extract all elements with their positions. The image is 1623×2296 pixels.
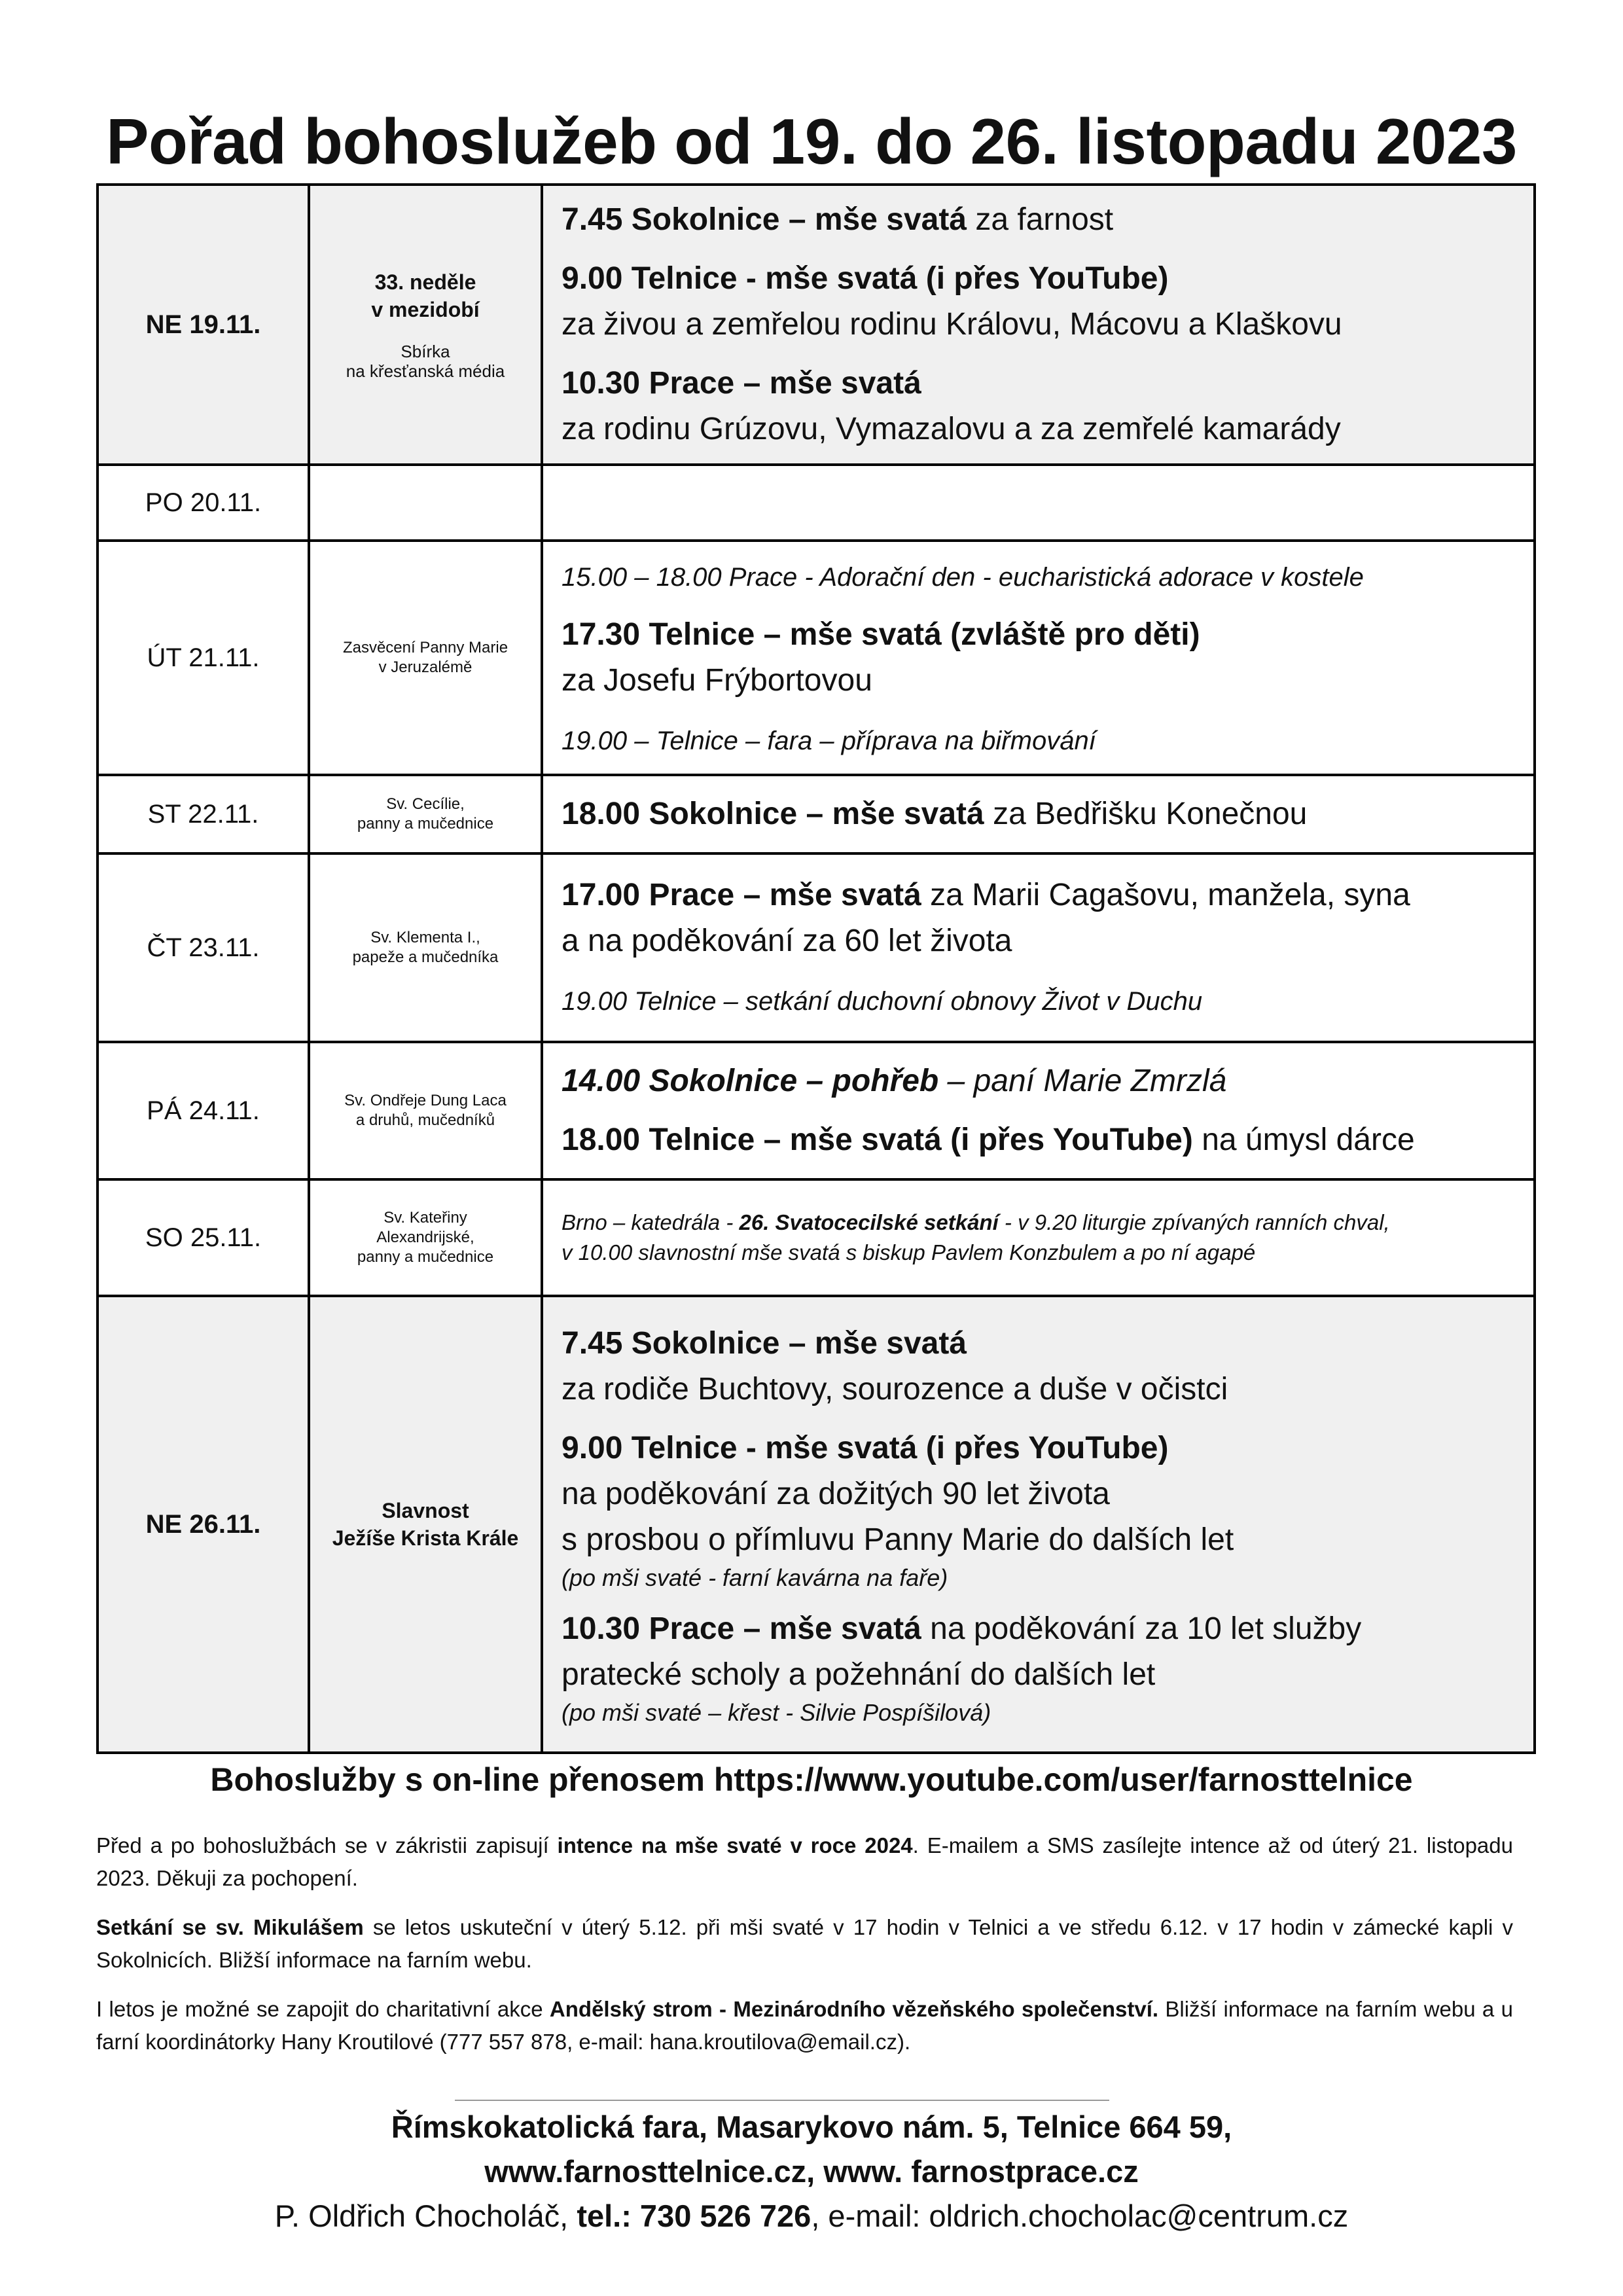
footer-priest-name: P. Oldřich Chocholáč, <box>274 2198 577 2233</box>
feast-title: Slavnost <box>382 1499 469 1522</box>
feast-name: Sv. Ondřeje Dung Laca <box>344 1092 507 1109</box>
event-title: 17.30 Telnice – mše svatá (zvláště pro děti) <box>562 617 1200 652</box>
event-note: 19.00 Telnice – setkání duchovní obnovy Život v Duchu <box>562 987 1203 1016</box>
event-title: 18.00 Sokolnice – mše svatá <box>562 797 984 831</box>
event-intention: na úmysl dárce <box>1192 1122 1415 1157</box>
charity-paragraph <box>96 1993 1513 2058</box>
events-cell <box>542 185 1535 465</box>
events-cell <box>542 465 1535 541</box>
events-cell <box>542 1296 1535 1753</box>
event-title: 9.00 Telnice - mše svatá (i přes YouTube) <box>562 261 1169 296</box>
event-intention: za živou a zemřelou rodinu Královu, Mácovu a Klaškovu <box>562 307 1342 342</box>
text-part-bold: Setkání se sv. Mikulášem <box>96 1915 364 1939</box>
feast-name: Alexandrijské, <box>376 1229 474 1246</box>
mikulas-paragraph <box>96 1911 1513 1977</box>
day-cell: NE 19.11. <box>98 185 309 465</box>
feast-name: Sv. Klementa I., <box>370 929 480 946</box>
feast-cell <box>309 541 542 775</box>
schedule-table <box>96 183 1536 1754</box>
feast-note: na křesťanská média <box>346 361 505 381</box>
feast-cell <box>309 1296 542 1753</box>
feast-name: Zasvěcení Panny Marie <box>342 639 508 656</box>
text-part: Před a po bohoslužbách se v zákristii zapisují <box>96 1833 558 1857</box>
text-part-bold: Andělský strom - Mezinárodního vězeňského společenství. <box>549 1997 1159 2021</box>
event-note: 15.00 – 18.00 Prace - Adorační den - eucharistická adorace v kostele <box>562 563 1364 592</box>
day-cell: ČT 23.11. <box>98 853 309 1042</box>
event-intention: pratecké scholy a požehnání do dalších let <box>562 1657 1156 1692</box>
feast-cell <box>309 775 542 853</box>
footer-email: , e-mail: oldrich.chocholac@centrum.cz <box>811 2198 1349 2233</box>
event-intention: a na poděkování za 60 let života <box>562 924 1012 958</box>
schedule-row <box>98 1179 1535 1296</box>
event-title: 26. Svatocecilské setkání <box>739 1210 999 1234</box>
event-note-part: - v 9.20 liturgie zpívaných ranních chval, <box>998 1210 1390 1234</box>
schedule-row <box>98 465 1535 541</box>
schedule-row <box>98 185 1535 465</box>
event-title: 17.00 Prace – mše svatá <box>562 878 921 912</box>
event-title: 18.00 Telnice – mše svatá (i přes YouTube) <box>562 1122 1193 1157</box>
footer-contact <box>0 2198 1623 2234</box>
event-note: v 10.00 slavnostní mše svatá s biskup Pavlem Konzbulem a po ní agapé <box>562 1240 1256 1265</box>
event-title: 9.00 Telnice - mše svatá (i přes YouTube) <box>562 1431 1169 1465</box>
event-title: 14.00 Sokolnice – pohřeb <box>562 1064 939 1098</box>
event-title: 7.45 Sokolnice – mše svatá <box>562 202 967 237</box>
event-intention: s prosbou o přímluvu Panny Marie do dalších let <box>562 1522 1234 1557</box>
day-cell: ST 22.11. <box>98 775 309 853</box>
event-intention: na poděkování za 10 let služby <box>921 1611 1362 1646</box>
schedule-row <box>98 775 1535 853</box>
schedule-row <box>98 1042 1535 1179</box>
event-intention: za rodinu Grúzovu, Vymazalovu a za zemřelé kamarády <box>562 412 1341 446</box>
online-broadcast-notice: Bohoslužby s on-line přenosem https://www.youtube.com/user/farnosttelnice <box>210 1761 1413 1798</box>
events-cell <box>542 775 1535 853</box>
feast-name: a druhů, mučedníků <box>355 1111 495 1129</box>
feast-name: Sv. Kateřiny <box>383 1209 467 1227</box>
feast-name: panny a mučednice <box>357 1248 494 1266</box>
day-cell: PO 20.11. <box>98 465 309 541</box>
event-note <box>562 1208 1515 1238</box>
footer-address: Římskokatolická fara, Masarykovo nám. 5, Telnice 664 59, <box>391 2109 1232 2144</box>
events-cell <box>542 1042 1535 1179</box>
schedule-row <box>98 541 1535 775</box>
event-intention: za Marii Cagašovu, manžela, syna <box>921 878 1410 912</box>
feast-title: Ježíše Krista Krále <box>332 1526 519 1550</box>
event-note: 19.00 – Telnice – fara – příprava na biřmování <box>562 726 1096 755</box>
feast-name: papeže a mučedníka <box>352 948 499 966</box>
text-part: . E-mailem a SMS zasílejte intence až od úterý 21. listopadu 2023. Děkuji za pochopení. <box>96 1833 1513 1890</box>
events-cell <box>542 541 1535 775</box>
feast-cell <box>309 185 542 465</box>
events-cell <box>542 1179 1535 1296</box>
feast-cell <box>309 853 542 1042</box>
day-cell: ÚT 21.11. <box>98 541 309 775</box>
event-intention: za Josefu Frýbortovou <box>562 663 872 698</box>
event-note: (po mši svaté – křest - Silvie Pospíšilová) <box>562 1699 991 1726</box>
event-title: 10.30 Prace – mše svatá <box>562 366 921 401</box>
footer-phone: tel.: 730 526 726 <box>577 2198 812 2233</box>
event-intention: za rodiče Buchtovy, sourozence a duše v očistci <box>562 1372 1228 1407</box>
event-intention: za farnost <box>967 202 1114 237</box>
footer-divider <box>455 2100 1109 2101</box>
event-note: (po mši svaté - farní kavárna na faře) <box>562 1564 948 1591</box>
text-part-bold: intence na mše svaté v roce 2024 <box>557 1833 913 1857</box>
schedule-row <box>98 853 1535 1042</box>
day-cell: PÁ 24.11. <box>98 1042 309 1179</box>
event-intention: – paní Marie Zmrzlá <box>938 1064 1227 1098</box>
feast-title: 33. neděle <box>374 270 476 294</box>
page-title: Pořad bohoslužeb od 19. do 26. listopadu 2023 <box>106 105 1517 177</box>
event-title: 10.30 Prace – mše svatá <box>562 1611 921 1646</box>
events-cell <box>542 853 1535 1042</box>
feast-name: panny a mučednice <box>357 815 494 833</box>
event-intention: za Bedřišku Konečnou <box>984 797 1308 831</box>
feast-name: Sv. Cecílie, <box>386 795 465 813</box>
footer-websites: www.farnosttelnice.cz, www. farnostprace.cz <box>484 2154 1139 2189</box>
feast-cell <box>309 1042 542 1179</box>
feast-cell <box>309 1179 542 1296</box>
event-intention: na poděkování za dožitých 90 let života <box>562 1477 1110 1511</box>
feast-note: Sbírka <box>401 342 450 361</box>
text-part: Bližší informace na farním webu a u farní koordinátorky Hany Kroutilové (777 557 878, e-mail: hana.kroutilova@email.cz). <box>96 1997 1513 2054</box>
text-part: I letos je možné se zapojit do charitativní akce <box>96 1997 550 2021</box>
feast-cell <box>309 465 542 541</box>
feast-title: v mezidobí <box>371 298 480 321</box>
text-part: se letos uskuteční v úterý 5.12. při mši svaté v 17 hodin v Telnici a ve středu 6.12. v 17 hodin v zámecké kapli v Sokolnicích. Bližší informace na farním webu. <box>96 1915 1514 1972</box>
schedule-row <box>98 1296 1535 1753</box>
feast-name: v Jeruzalémě <box>378 658 473 676</box>
day-cell: NE 26.11. <box>98 1296 309 1753</box>
event-note-part: Brno – katedrála - <box>562 1210 740 1234</box>
event-title: 7.45 Sokolnice – mše svatá <box>562 1326 967 1361</box>
day-cell: SO 25.11. <box>98 1179 309 1296</box>
intentions-paragraph <box>96 1829 1513 1895</box>
